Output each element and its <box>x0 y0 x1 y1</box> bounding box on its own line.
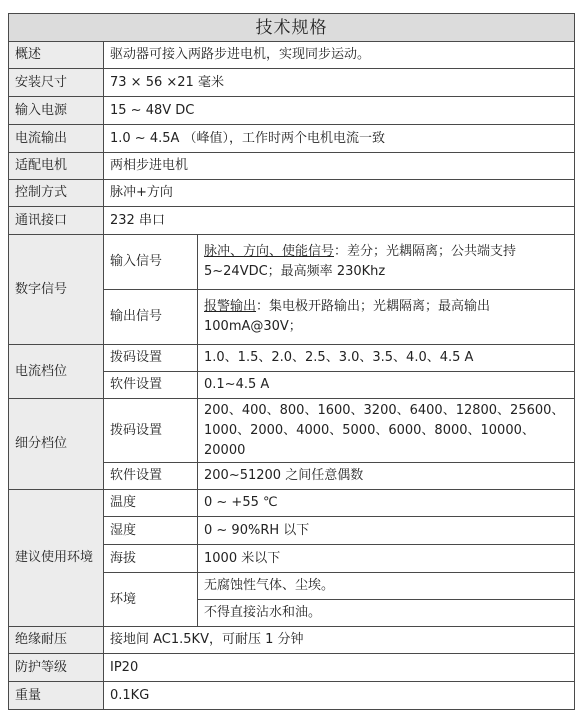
row-weight <box>9 682 575 710</box>
insulation-label: 绝缘耐压 <box>9 627 104 654</box>
row-protection <box>9 654 575 682</box>
temp-value: 0 ~ +55 ℃ <box>198 490 575 517</box>
row-overview <box>9 42 575 69</box>
digital-output-signals: 报警输出 <box>204 299 257 314</box>
current-dip-value: 1.0、1.5、2.0、2.5、3.0、3.5、4.0、4.5 A <box>198 345 575 372</box>
humidity-value: 0 ~ 90%RH 以下 <box>198 517 575 545</box>
row-digital-input <box>9 235 575 290</box>
digital-output-detail: ：集电极开路输出；光耦隔离；最高输出 100mA@30V； <box>204 299 491 334</box>
row-insulation <box>9 627 575 654</box>
row-control <box>9 180 575 207</box>
current-soft-value: 0.1~4.5 A <box>198 372 575 399</box>
digital-label: 数字信号 <box>9 235 104 345</box>
digital-input-signals: 脉冲、方向、使能信号 <box>204 244 335 259</box>
temp-label: 温度 <box>104 490 198 517</box>
digital-input-value <box>198 235 575 290</box>
digital-output-value <box>198 290 575 345</box>
microstep-dip-value: 200、400、800、1600、3200、6400、12800、25600、1000、2000、4000、5000、6000、8000、10000、20000 <box>198 399 575 463</box>
env-conditions-value-1: 无腐蚀性气体、尘埃。 <box>198 573 575 600</box>
protection-label: 防护等级 <box>9 654 104 682</box>
row-microstep-dip <box>9 399 575 463</box>
power-label: 输入电源 <box>9 97 104 125</box>
protection-value: IP20 <box>104 654 575 682</box>
row-current-output <box>9 125 575 153</box>
weight-value: 0.1KG <box>104 682 575 710</box>
microstep-soft-value: 200~51200 之间任意偶数 <box>198 463 575 490</box>
size-value: 73 × 56 ×21 毫米 <box>104 69 575 97</box>
insulation-value: 接地间 AC1.5KV，可耐压 1 分钟 <box>104 627 575 654</box>
size-label: 安装尺寸 <box>9 69 104 97</box>
digital-input-label: 输入信号 <box>104 235 198 290</box>
row-env-temp <box>9 490 575 517</box>
comm-value: 232 串口 <box>104 207 575 235</box>
row-motor <box>9 153 575 180</box>
control-label: 控制方式 <box>9 180 104 207</box>
current-output-label: 电流输出 <box>9 125 104 153</box>
altitude-label: 海拔 <box>104 545 198 573</box>
motor-value: 两相步进电机 <box>104 153 575 180</box>
overview-label: 概述 <box>9 42 104 69</box>
comm-label: 通讯接口 <box>9 207 104 235</box>
current-level-label: 电流档位 <box>9 345 104 399</box>
digital-input-detail: ：差分；光耦隔离；公共端支持 5~24VDC；最高频率 230Khz <box>204 244 517 279</box>
title-row <box>9 14 575 42</box>
current-dip-label: 拨码设置 <box>104 345 198 372</box>
humidity-label: 湿度 <box>104 517 198 545</box>
control-value: 脉冲+方向 <box>104 180 575 207</box>
env-conditions-label: 环境 <box>104 573 198 627</box>
table-title: 技术规格 <box>9 14 575 42</box>
motor-label: 适配电机 <box>9 153 104 180</box>
row-size <box>9 69 575 97</box>
row-comm <box>9 207 575 235</box>
current-output-value: 1.0 ~ 4.5A （峰值），工作时两个电机电流一致 <box>104 125 575 153</box>
env-conditions-value-2: 不得直接沾水和油。 <box>198 600 575 627</box>
microstep-dip-label: 拨码设置 <box>104 399 198 463</box>
weight-label: 重量 <box>9 682 104 710</box>
spec-table <box>8 13 575 710</box>
current-soft-label: 软件设置 <box>104 372 198 399</box>
row-power <box>9 97 575 125</box>
microstep-label: 细分档位 <box>9 399 104 490</box>
environment-label: 建议使用环境 <box>9 490 104 627</box>
digital-output-label: 输出信号 <box>104 290 198 345</box>
power-value: 15 ~ 48V DC <box>104 97 575 125</box>
overview-value: 驱动器可接入两路步进电机，实现同步运动。 <box>104 42 575 69</box>
microstep-soft-label: 软件设置 <box>104 463 198 490</box>
row-current-dip <box>9 345 575 372</box>
altitude-value: 1000 米以下 <box>198 545 575 573</box>
